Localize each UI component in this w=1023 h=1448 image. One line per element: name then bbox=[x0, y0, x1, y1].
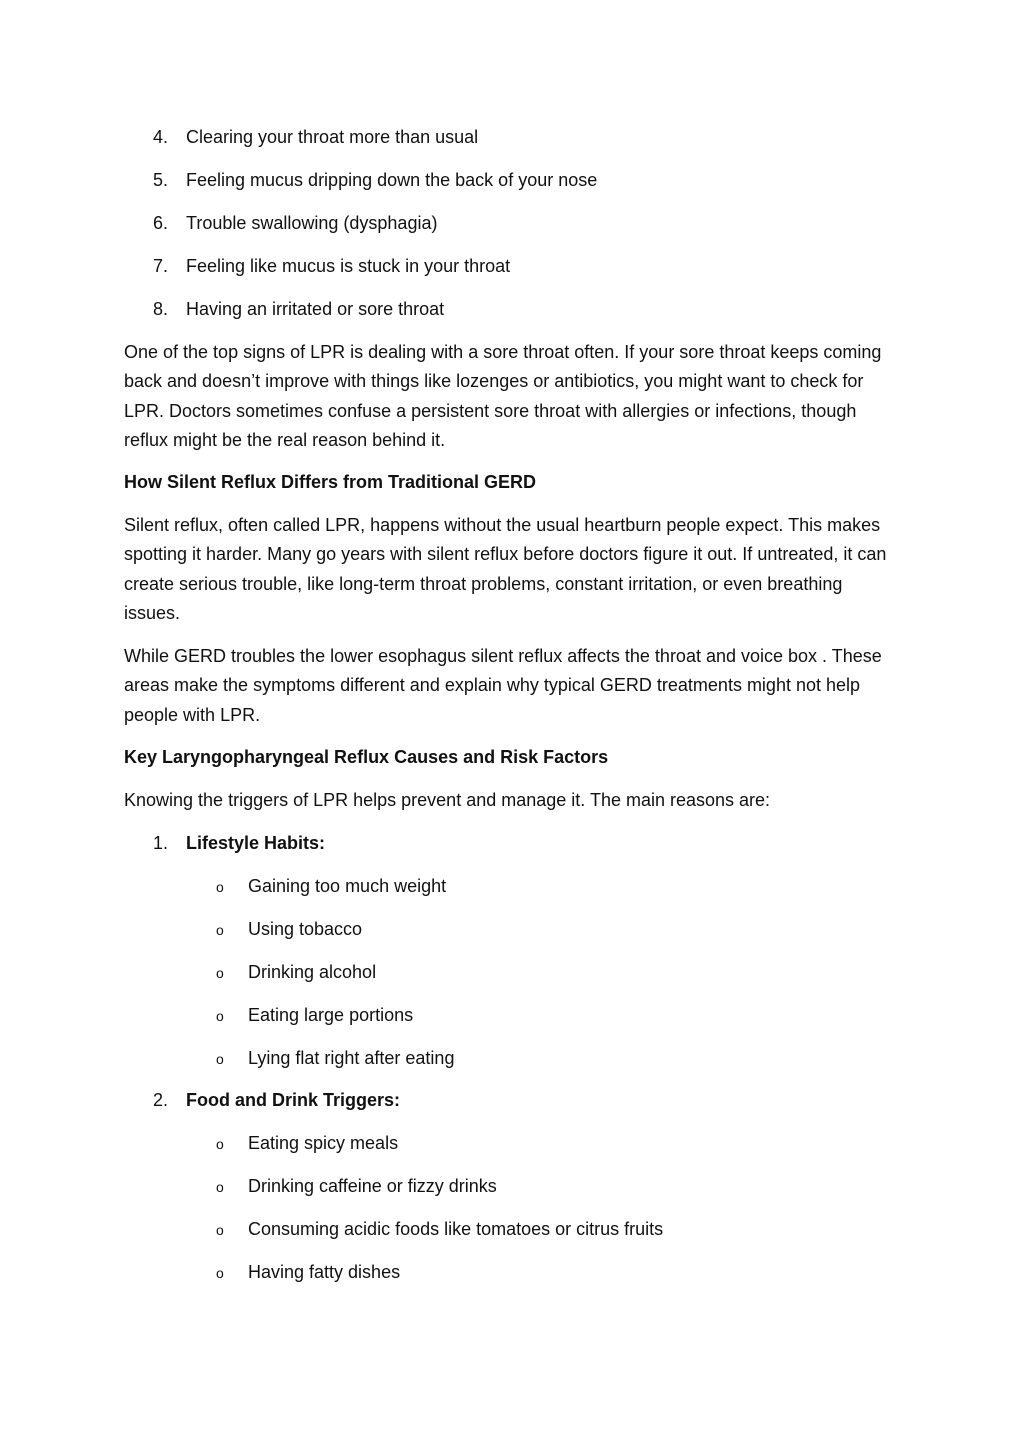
bullet-icon: o bbox=[216, 1136, 224, 1152]
bullet-icon: o bbox=[216, 1222, 224, 1238]
bullet-icon: o bbox=[216, 879, 224, 895]
list-item-text: Having fatty dishes bbox=[248, 1262, 401, 1282]
list-number: 1. bbox=[153, 833, 169, 853]
list-item-text: Having an irritated or sore throat bbox=[186, 299, 445, 319]
cause-title: Lifestyle Habits: bbox=[186, 833, 326, 853]
list-number: 8. bbox=[153, 299, 169, 319]
list-number: 2. bbox=[153, 1090, 169, 1110]
bullet-icon: o bbox=[216, 1179, 224, 1195]
list-item-text: Eating large portions bbox=[248, 1005, 414, 1025]
cause-title: Food and Drink Triggers: bbox=[186, 1090, 401, 1110]
list-item-text: Feeling mucus dripping down the back of your nose bbox=[186, 170, 598, 190]
list-item-text: Gaining too much weight bbox=[248, 876, 447, 896]
list-number: 6. bbox=[153, 213, 169, 233]
list-number: 4. bbox=[153, 127, 169, 147]
list-number: 7. bbox=[153, 256, 169, 276]
list-number: 5. bbox=[153, 170, 169, 190]
bullet-icon: o bbox=[216, 1265, 224, 1281]
section-heading-causes: Key Laryngopharyngeal Reflux Causes and Risk Factors bbox=[124, 747, 609, 767]
paragraph-sore-throat: One of the top signs of LPR is dealing with a sore throat often. If your sore throat keeps coming back and doesn’t improve with things like lozenges or antibiotics, you might want to check for LPR. Doctors sometimes confuse a persistent sore throat with allergies or infections, though reflux might be the real reason behind it. bbox=[124, 342, 882, 450]
list-item-text: Eating spicy meals bbox=[248, 1133, 399, 1153]
list-item-text: Drinking caffeine or fizzy drinks bbox=[248, 1176, 497, 1196]
paragraph-gerd: While GERD troubles the lower esophagus silent reflux affects the throat and voice box . These areas make the symptoms different and explain why typical GERD treatments might not help people with LPR. bbox=[124, 646, 882, 725]
list-item-text: Clearing your throat more than usual bbox=[186, 127, 479, 147]
list-item-text: Consuming acidic foods like tomatoes or citrus fruits bbox=[248, 1219, 664, 1239]
list-item-text: Trouble swallowing (dysphagia) bbox=[186, 213, 438, 233]
paragraph-triggers: Knowing the triggers of LPR helps prevent and manage it. The main reasons are: bbox=[124, 790, 771, 810]
list-item-text: Using tobacco bbox=[248, 919, 363, 939]
bullet-icon: o bbox=[216, 965, 224, 981]
bullet-icon: o bbox=[216, 1051, 224, 1067]
bullet-icon: o bbox=[216, 922, 224, 938]
bullet-icon: o bbox=[216, 1008, 224, 1024]
section-heading-differs: How Silent Reflux Differs from Traditional GERD bbox=[124, 472, 537, 492]
paragraph-silent-reflux: Silent reflux, often called LPR, happens without the usual heartburn people expect. This makes spotting it harder. Many go years with silent reflux before doctors figure it out. If untreated, it can create serious trouble, like long-term throat problems, constant irritation, or even breathing issues. bbox=[124, 515, 887, 623]
list-item-text: Lying flat right after eating bbox=[248, 1048, 455, 1068]
list-item-text: Feeling like mucus is stuck in your throat bbox=[186, 256, 511, 276]
list-item-text: Drinking alcohol bbox=[248, 962, 377, 982]
